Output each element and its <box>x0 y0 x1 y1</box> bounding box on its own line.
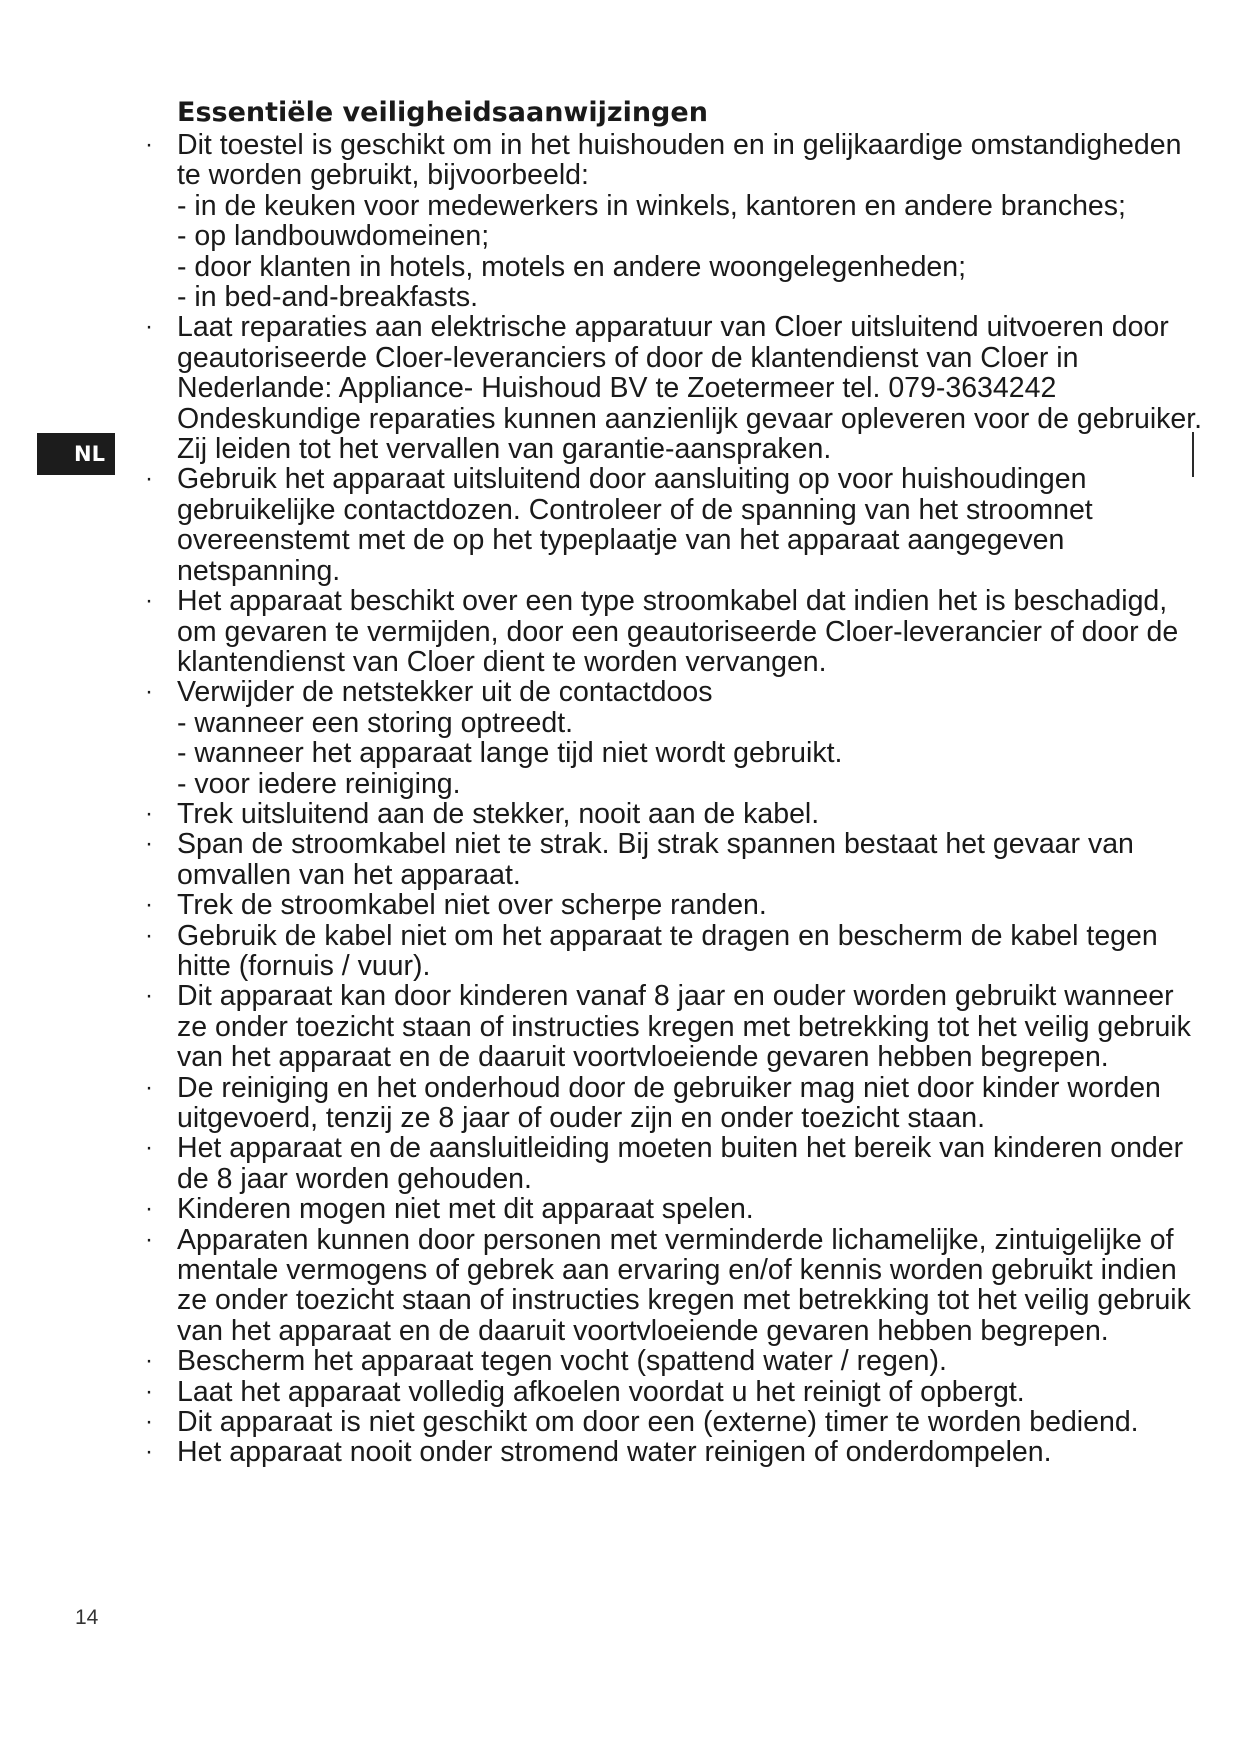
safety-item <box>145 1437 1205 1467</box>
bullet-icon: · <box>145 1377 153 1405</box>
bullet-icon: · <box>145 313 153 341</box>
safety-subitem: - in de keuken voor medewerkers in winkels, kantoren en andere branches; <box>177 189 1126 222</box>
safety-item <box>145 677 1205 799</box>
safety-item-text: Gebruik het apparaat uitsluitend door aansluiting op voor huishoudingen gebruikelijke contactdozen. Controleer of de spanning van het stroomnet overeenstemt met de op het typeplaatje van het apparaat aangegeven netspanning. <box>177 463 1093 587</box>
safety-subitem: - wanneer het apparaat lange tijd niet wordt gebruikt. <box>177 737 843 770</box>
safety-item-text: Span de stroomkabel niet te strak. Bij strak spannen bestaat het gevaar van omvallen van het apparaat. <box>177 828 1134 891</box>
bullet-icon: · <box>145 799 153 827</box>
safety-subitem: - door klanten in hotels, motels en andere woongelegenheden; <box>177 250 967 283</box>
safety-item-text: Laat reparaties aan elektrische apparatuur van Cloer uitsluitend uitvoeren door geautoriseerde Cloer-leveranciers of door de klantendienst van Cloer in Nederlande: Appliance- Huishoud BV te Zoetermeer tel. 079-3634242 Ondeskundige reparaties kunnen aanzienlijk gevaar opleveren voor de gebruiker. Zij leiden tot het vervallen van garantie-aanspraken. <box>177 311 1203 466</box>
safety-item-text: Dit apparaat is niet geschikt om door een (externe) timer te worden bediend. <box>177 1406 1139 1439</box>
safety-subitem: - wanneer een storing optreedt. <box>177 706 574 739</box>
safety-item-text: Het apparaat en de aansluitleiding moeten buiten het bereik van kinderen onder de 8 jaar worden gehouden. <box>177 1132 1184 1195</box>
safety-item-text: Dit apparaat kan door kinderen vanaf 8 jaar en ouder worden gebruikt wanneer ze onder toezicht staan of instructies kregen met betrekking tot het veilig gebruik van het apparaat en de daaruit voortvloeiende gevaren hebben begrepen. <box>177 980 1191 1074</box>
safety-item-text: Bescherm het apparaat tegen vocht (spattend water / regen). <box>177 1345 947 1378</box>
safety-item <box>145 921 1205 982</box>
safety-item-text: Het apparaat beschikt over een type stroomkabel dat indien het is beschadigd, om gevaren te vermijden, door een geautoriseerde Cloer-leverancier of door de klantendienst van Cloer dient te worden vervangen. <box>177 585 1179 678</box>
bullet-icon: · <box>145 1073 153 1101</box>
safety-item <box>145 981 1205 1072</box>
safety-item <box>145 1225 1205 1347</box>
safety-item <box>145 1377 1205 1407</box>
safety-item-text: De reiniging en het onderhoud door de gebruiker mag niet door kinder worden uitgevoerd, tenzij ze 8 jaar of ouder zijn en onder toezicht staan. <box>177 1071 1161 1134</box>
safety-item <box>145 1073 1205 1134</box>
bullet-icon: · <box>145 1225 153 1253</box>
bullet-icon: · <box>145 678 153 706</box>
safety-list <box>145 130 1205 1468</box>
bullet-icon: · <box>145 830 153 858</box>
safety-item-text: Laat het apparaat volledig afkoelen voordat u het reinigt of opbergt. <box>177 1375 1025 1408</box>
safety-item-text: Het apparaat nooit onder stromend water reinigen of onderdompelen. <box>177 1436 1052 1469</box>
bullet-icon: · <box>145 1195 153 1223</box>
language-tab: NL <box>37 433 115 475</box>
bullet-icon: · <box>145 1347 153 1375</box>
safety-subitem: - in bed-and-breakfasts. <box>177 281 478 314</box>
safety-item-text: Verwijder de netstekker uit de contactdoos <box>177 676 713 709</box>
safety-item <box>145 312 1205 464</box>
safety-item-text: Dit toestel is geschikt om in het huishouden en in gelijkaardige omstandigheden te worden gebruikt, bijvoorbeeld: <box>177 129 1182 192</box>
safety-subitem: - op landbouwdomeinen; <box>177 220 490 253</box>
safety-item <box>145 586 1205 677</box>
safety-item <box>145 1346 1205 1376</box>
safety-item <box>145 464 1205 586</box>
bullet-icon: · <box>145 921 153 949</box>
safety-item-text: Gebruik de kabel niet om het apparaat te dragen en bescherm de kabel tegen hitte (fornuis / vuur). <box>177 919 1158 982</box>
bullet-icon: · <box>145 1134 153 1162</box>
safety-item <box>145 890 1205 920</box>
page-number: 14 <box>75 1606 99 1629</box>
safety-item-text: Kinderen mogen niet met dit apparaat spelen. <box>177 1193 754 1226</box>
safety-item <box>145 799 1205 829</box>
safety-item <box>145 1133 1205 1194</box>
bullet-icon: · <box>145 891 153 919</box>
safety-item <box>145 1194 1205 1224</box>
bullet-icon: · <box>145 587 153 615</box>
bullet-icon: · <box>145 982 153 1010</box>
safety-item-text: Trek uitsluitend aan de stekker, nooit aan de kabel. <box>177 797 820 830</box>
bullet-icon: · <box>145 1408 153 1436</box>
section-heading: Essentiële veiligheidsaanwijzingen <box>177 97 708 128</box>
bullet-icon: · <box>145 465 153 493</box>
safety-item <box>145 1407 1205 1437</box>
safety-item-text: Trek de stroomkabel niet over scherpe randen. <box>177 889 767 922</box>
bullet-icon: · <box>145 131 153 158</box>
safety-section <box>145 96 1205 1468</box>
bullet-icon: · <box>145 1438 153 1466</box>
safety-item <box>145 130 1205 312</box>
safety-item-text: Apparaten kunnen door personen met verminderde lichamelijke, zintuigelijke of mentale vermogens of gebrek aan ervaring en/of kennis worden gebruikt indien ze onder toezicht staan of instructies kregen met betrekking tot het veilig gebruik van het apparaat en de daaruit voortvloeiende gevaren hebben begrepen. <box>177 1223 1191 1347</box>
safety-item <box>145 829 1205 890</box>
safety-subitem: - voor iedere reiniging. <box>177 767 461 800</box>
